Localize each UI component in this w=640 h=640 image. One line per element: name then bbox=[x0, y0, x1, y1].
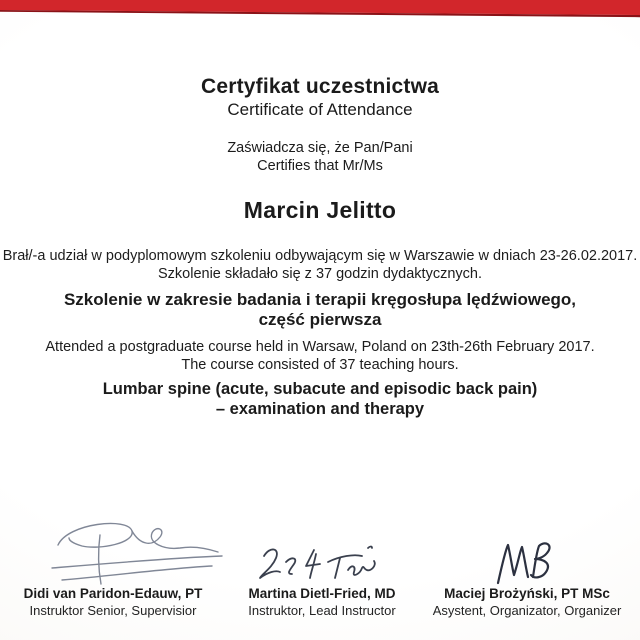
course-title-en-line1: Lumbar spine (acute, subacute and episodic back pain) bbox=[102, 380, 538, 398]
signatory-right-name: Maciej Brożyński, PT MSc bbox=[444, 586, 610, 601]
signature-maciej-brozynski bbox=[488, 533, 560, 593]
course-en-line2: The course consisted of 37 teaching hours. bbox=[181, 356, 459, 373]
course-pl-line1: Brał/-a udział w podyplomowym szkoleniu odbywającym się w Warszawie w dniach 23-26.02.2017. bbox=[2, 248, 638, 264]
certifies-polish: Zaświadcza się, że Pan/Pani bbox=[227, 140, 413, 156]
course-title-en-line2: – examination and therapy bbox=[215, 399, 425, 418]
course-description-en bbox=[0, 339, 640, 375]
signature-didi-van-paridon bbox=[38, 505, 233, 593]
certifies-block bbox=[0, 140, 640, 175]
signatory-middle bbox=[230, 586, 414, 619]
signatory-right bbox=[420, 586, 634, 619]
course-title-pl-line1: Szkolenie w zakresie badania i terapii kręgosłupa lędźwiowego, bbox=[63, 290, 577, 309]
recipient-block bbox=[0, 197, 640, 224]
signatory-left-name: Didi van Paridon-Edauw, PT bbox=[23, 586, 203, 601]
course-title-en-block bbox=[0, 380, 640, 420]
signature-martina-dietl-fried bbox=[248, 538, 398, 588]
title-english: Certificate of Attendance bbox=[227, 100, 413, 119]
certifies-english: Certifies that Mr/Ms bbox=[257, 157, 383, 174]
course-title-pl-block bbox=[0, 290, 640, 331]
title-block bbox=[0, 75, 640, 120]
title-polish: Certyfikat uczestnictwa bbox=[200, 75, 439, 98]
course-title-pl-line2: część pierwsza bbox=[258, 310, 382, 330]
signatory-right-role: Asystent, Organizator, Organizer bbox=[432, 602, 622, 618]
signatory-middle-name: Martina Dietl-Fried, MD bbox=[248, 586, 396, 601]
signatory-left bbox=[8, 586, 218, 619]
red-banner bbox=[0, 0, 640, 20]
course-description-pl bbox=[0, 248, 640, 284]
signatory-middle-role: Instruktor, Lead Instructor bbox=[248, 602, 396, 618]
recipient-name: Marcin Jelitto bbox=[243, 197, 397, 223]
course-en-line1: Attended a postgraduate course held in Warsaw, Poland on 23th-26th February 2017. bbox=[45, 339, 595, 355]
signatory-left-role: Instruktor Senior, Supervisior bbox=[29, 602, 197, 618]
course-pl-line2: Szkolenie składało się z 37 godzin dydaktycznych. bbox=[157, 265, 482, 282]
